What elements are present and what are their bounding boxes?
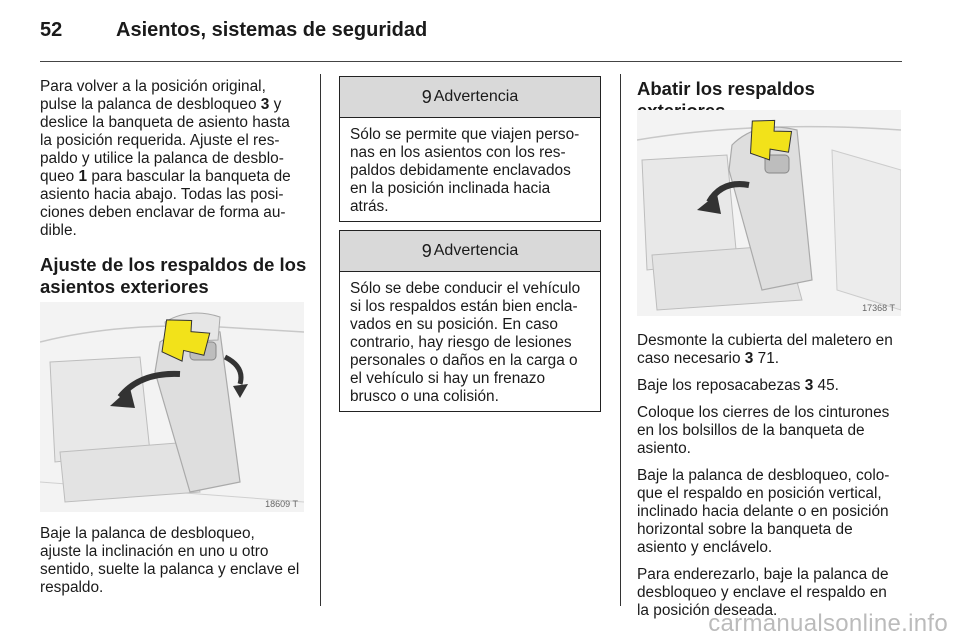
text-line: queo 1 para bascular la banqueta de [40, 168, 291, 185]
warning-header [340, 77, 600, 118]
text-line: Baje la palanca de desbloqueo, colo- [637, 467, 890, 484]
warning-icon: 9 [421, 240, 432, 261]
heading-line: Ajuste de los respaldos de los [40, 254, 307, 275]
text-line: inclinado hacia delante o en posición [637, 503, 889, 520]
text-line: deslice la banqueta de asiento hasta [40, 114, 290, 131]
paragraph [637, 467, 909, 557]
paragraph [637, 404, 909, 458]
warning-icon: 9 [421, 86, 432, 107]
text-line: desbloqueo y enclave el respaldo en [637, 584, 887, 601]
figure-code: 18609 T [265, 499, 298, 509]
intro-paragraph [40, 78, 308, 240]
text-line: asiento hacia abajo. Todas las posi- [40, 186, 284, 203]
watermark: carmanualsonline.info [708, 610, 948, 637]
seat-backrest-figure [40, 302, 304, 512]
text-line: ajuste la inclinación en uno u otro [40, 543, 269, 560]
text-line: respaldo. [40, 579, 104, 596]
fold-backrest-figure [637, 110, 901, 316]
section-heading-2: Abatir los respaldos [637, 78, 815, 99]
warning-header [340, 231, 600, 272]
text-line: Sólo se debe conducir el vehículo [350, 280, 581, 297]
header-divider [40, 61, 902, 62]
column-1 [40, 78, 308, 298]
text-line: pulse la palanca de desbloqueo 3 y [40, 96, 282, 113]
text-line: Para volver a la posición original, [40, 78, 266, 95]
warning-text [340, 272, 600, 414]
text-line: vados en su posición. En caso [350, 316, 558, 333]
figure-caption [40, 525, 310, 597]
warning-title: Advertencia [433, 88, 519, 105]
text-line: contrario, hay riesgo de lesiones [350, 334, 572, 351]
text-line: Coloque los cierres de los cinturones [637, 404, 890, 421]
text-line: horizontal sobre la banqueta de [637, 521, 853, 538]
text-line: caso necesario 3 71. [637, 350, 780, 367]
text-line: Sólo se permite que viajen perso- [350, 126, 580, 143]
text-line: si los respaldos están bien encla- [350, 298, 578, 315]
warning-text [340, 118, 600, 224]
text-line: que el respaldo en posición vertical, [637, 485, 882, 502]
text-line: en los bolsillos de la banqueta de [637, 422, 865, 439]
text-line: paldos debidamente enclavados [350, 162, 571, 179]
page-title: Asientos, sistemas de seguridad [116, 19, 428, 41]
warning-title: Advertencia [433, 242, 519, 259]
text-line: Baje la palanca de desbloqueo, [40, 525, 255, 542]
text-line: Para enderezarlo, baje la palanca de [637, 566, 889, 583]
text-line: paldo y utilice la palanca de desblo- [40, 150, 284, 167]
text-line: la posición requerida. Ajuste el res- [40, 132, 280, 149]
text-line: Desmonte la cubierta del maletero en [637, 332, 893, 349]
seat-illustration [40, 302, 304, 512]
text-line: personales o daños en la carga o [350, 352, 578, 369]
fold-seat-illustration [637, 110, 901, 316]
text-line: brusco o una colisión. [350, 388, 499, 405]
column-3-text [637, 332, 909, 629]
figure-code: 17368 T [862, 303, 895, 313]
warning-box-2 [339, 230, 601, 412]
text-line: Baje los reposacabezas 3 45. [637, 377, 839, 394]
text-line: ciones deben enclavar de forma au- [40, 204, 286, 221]
text-line: sentido, suelte la palanca y enclave el [40, 561, 300, 578]
warning-box-1 [339, 76, 601, 222]
section-heading [40, 254, 308, 298]
text-line: el vehículo si hay un frenazo [350, 370, 546, 387]
text-line: atrás. [350, 198, 389, 215]
text-line: la posición deseada. [637, 602, 778, 619]
text-line: asiento. [637, 440, 691, 457]
column-divider-1 [320, 74, 321, 606]
text-line: nas en los asientos con los res- [350, 144, 566, 161]
heading-line: asientos exteriores [40, 276, 209, 297]
text-line: dible. [40, 222, 77, 239]
column-divider-2 [620, 74, 621, 606]
text-line: asiento y enclávelo. [637, 539, 773, 556]
page-number: 52 [40, 19, 63, 41]
paragraph [637, 377, 909, 395]
text-line: en la posición inclinada hacia [350, 180, 551, 197]
paragraph [637, 332, 909, 368]
